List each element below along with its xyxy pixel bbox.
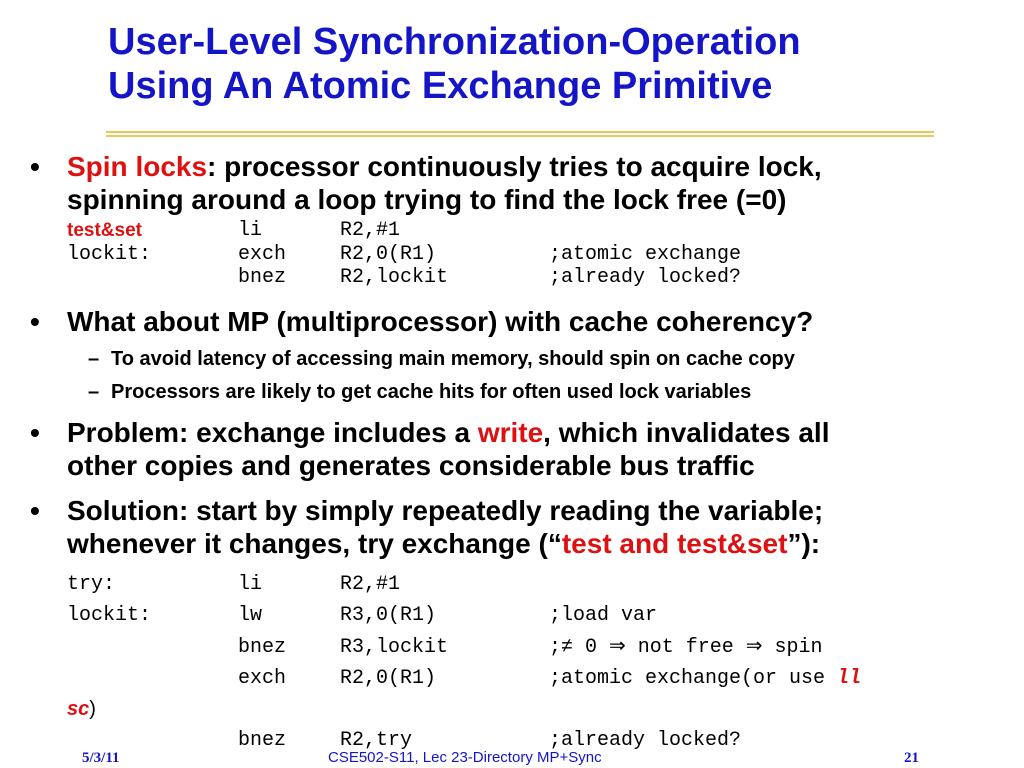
bullet-text: [67, 494, 1024, 560]
write-term: write: [477, 417, 544, 448]
bullet-icon: •: [30, 417, 40, 448]
code-args: R2,0(R1): [340, 667, 437, 690]
bullet-icon: •: [30, 306, 40, 337]
bullet-text-rest: : processor continuously tries to acquire lock,: [207, 151, 822, 182]
bullet-icon: •: [30, 495, 40, 526]
problem-post: , which invalidates all: [543, 417, 830, 448]
dash-icon: –: [88, 381, 100, 403]
sub-bullet-text: Processors are likely to get cache hits for often used lock variables: [111, 381, 752, 403]
sc-close-paren: ): [89, 698, 96, 720]
code-args: R2,#1: [340, 219, 401, 242]
title-divider-bottom: [106, 135, 934, 137]
title-divider-top: [106, 131, 934, 133]
bullet-text: [67, 150, 1024, 216]
code-op: bnez: [238, 636, 287, 659]
code-args: R2,lockit: [340, 266, 449, 289]
bullet-text-line1: Solution: start by simply repeatedly reading the variable;: [67, 495, 824, 526]
code-label: try:: [67, 573, 116, 596]
code-op: lw: [238, 604, 263, 627]
problem-pre: Problem: exchange includes a: [67, 417, 478, 448]
slide-title: [108, 20, 801, 108]
bullet-text: What about MP (multiprocessor) with cache coherency?: [67, 306, 814, 337]
sc-keyword: sc: [67, 698, 90, 720]
code-comment: ;atomic exchange: [549, 243, 742, 266]
code-wrap: [67, 697, 96, 723]
code-comment: ;already locked?: [549, 266, 742, 289]
code-comment: [549, 667, 861, 691]
code-args: R3,0(R1): [340, 604, 437, 627]
code-label: lockit:: [67, 604, 152, 627]
code-comment: ;≠ 0 ⇒ not free ⇒ spin: [549, 636, 823, 659]
bullet-text-line2: spinning around a loop trying to find the lock free (=0): [67, 184, 787, 215]
bullet-icon: •: [30, 151, 40, 182]
code-op: li: [238, 219, 263, 242]
solution-pre: whenever it changes, try exchange (“: [67, 528, 562, 559]
title-line-1: User-Level Synchronization-Operation: [108, 21, 801, 63]
code-args: R3,lockit: [340, 636, 449, 659]
solution-post: ”):: [787, 528, 821, 559]
code-op: bnez: [238, 729, 287, 752]
spin-locks-term: Spin locks: [67, 151, 208, 182]
bullet-text-line2: other copies and generates considerable bus traffic: [67, 450, 755, 481]
bullet-text: [67, 416, 1024, 482]
footer-date: 5/3/11: [82, 750, 120, 766]
code-comment: ;already locked?: [549, 729, 742, 752]
footer-page-number: 21: [904, 750, 919, 766]
code-args: R2,0(R1): [340, 243, 437, 266]
dash-icon: –: [88, 348, 100, 370]
code-args: R2,#1: [340, 573, 401, 596]
test-and-test-set-term: test and test&set: [561, 528, 788, 559]
code-comment-text: ;atomic exchange(or use: [549, 667, 838, 690]
footer-course: CSE502-S11, Lec 23-Directory MP+Sync: [328, 749, 602, 766]
sub-bullet-text: To avoid latency of accessing main memory, should spin on cache copy: [111, 348, 795, 370]
ll-keyword: ll: [837, 667, 862, 690]
code-op: li: [238, 573, 263, 596]
code-op: bnez: [238, 266, 287, 289]
code-op: exch: [238, 667, 287, 690]
code-op: exch: [238, 243, 287, 266]
code-args: R2,try: [340, 729, 413, 752]
code-label: test&set: [67, 220, 142, 241]
code-comment: ;load var: [549, 604, 658, 627]
title-line-2: Using An Atomic Exchange Primitive: [108, 65, 773, 107]
code-label: lockit:: [67, 243, 152, 266]
